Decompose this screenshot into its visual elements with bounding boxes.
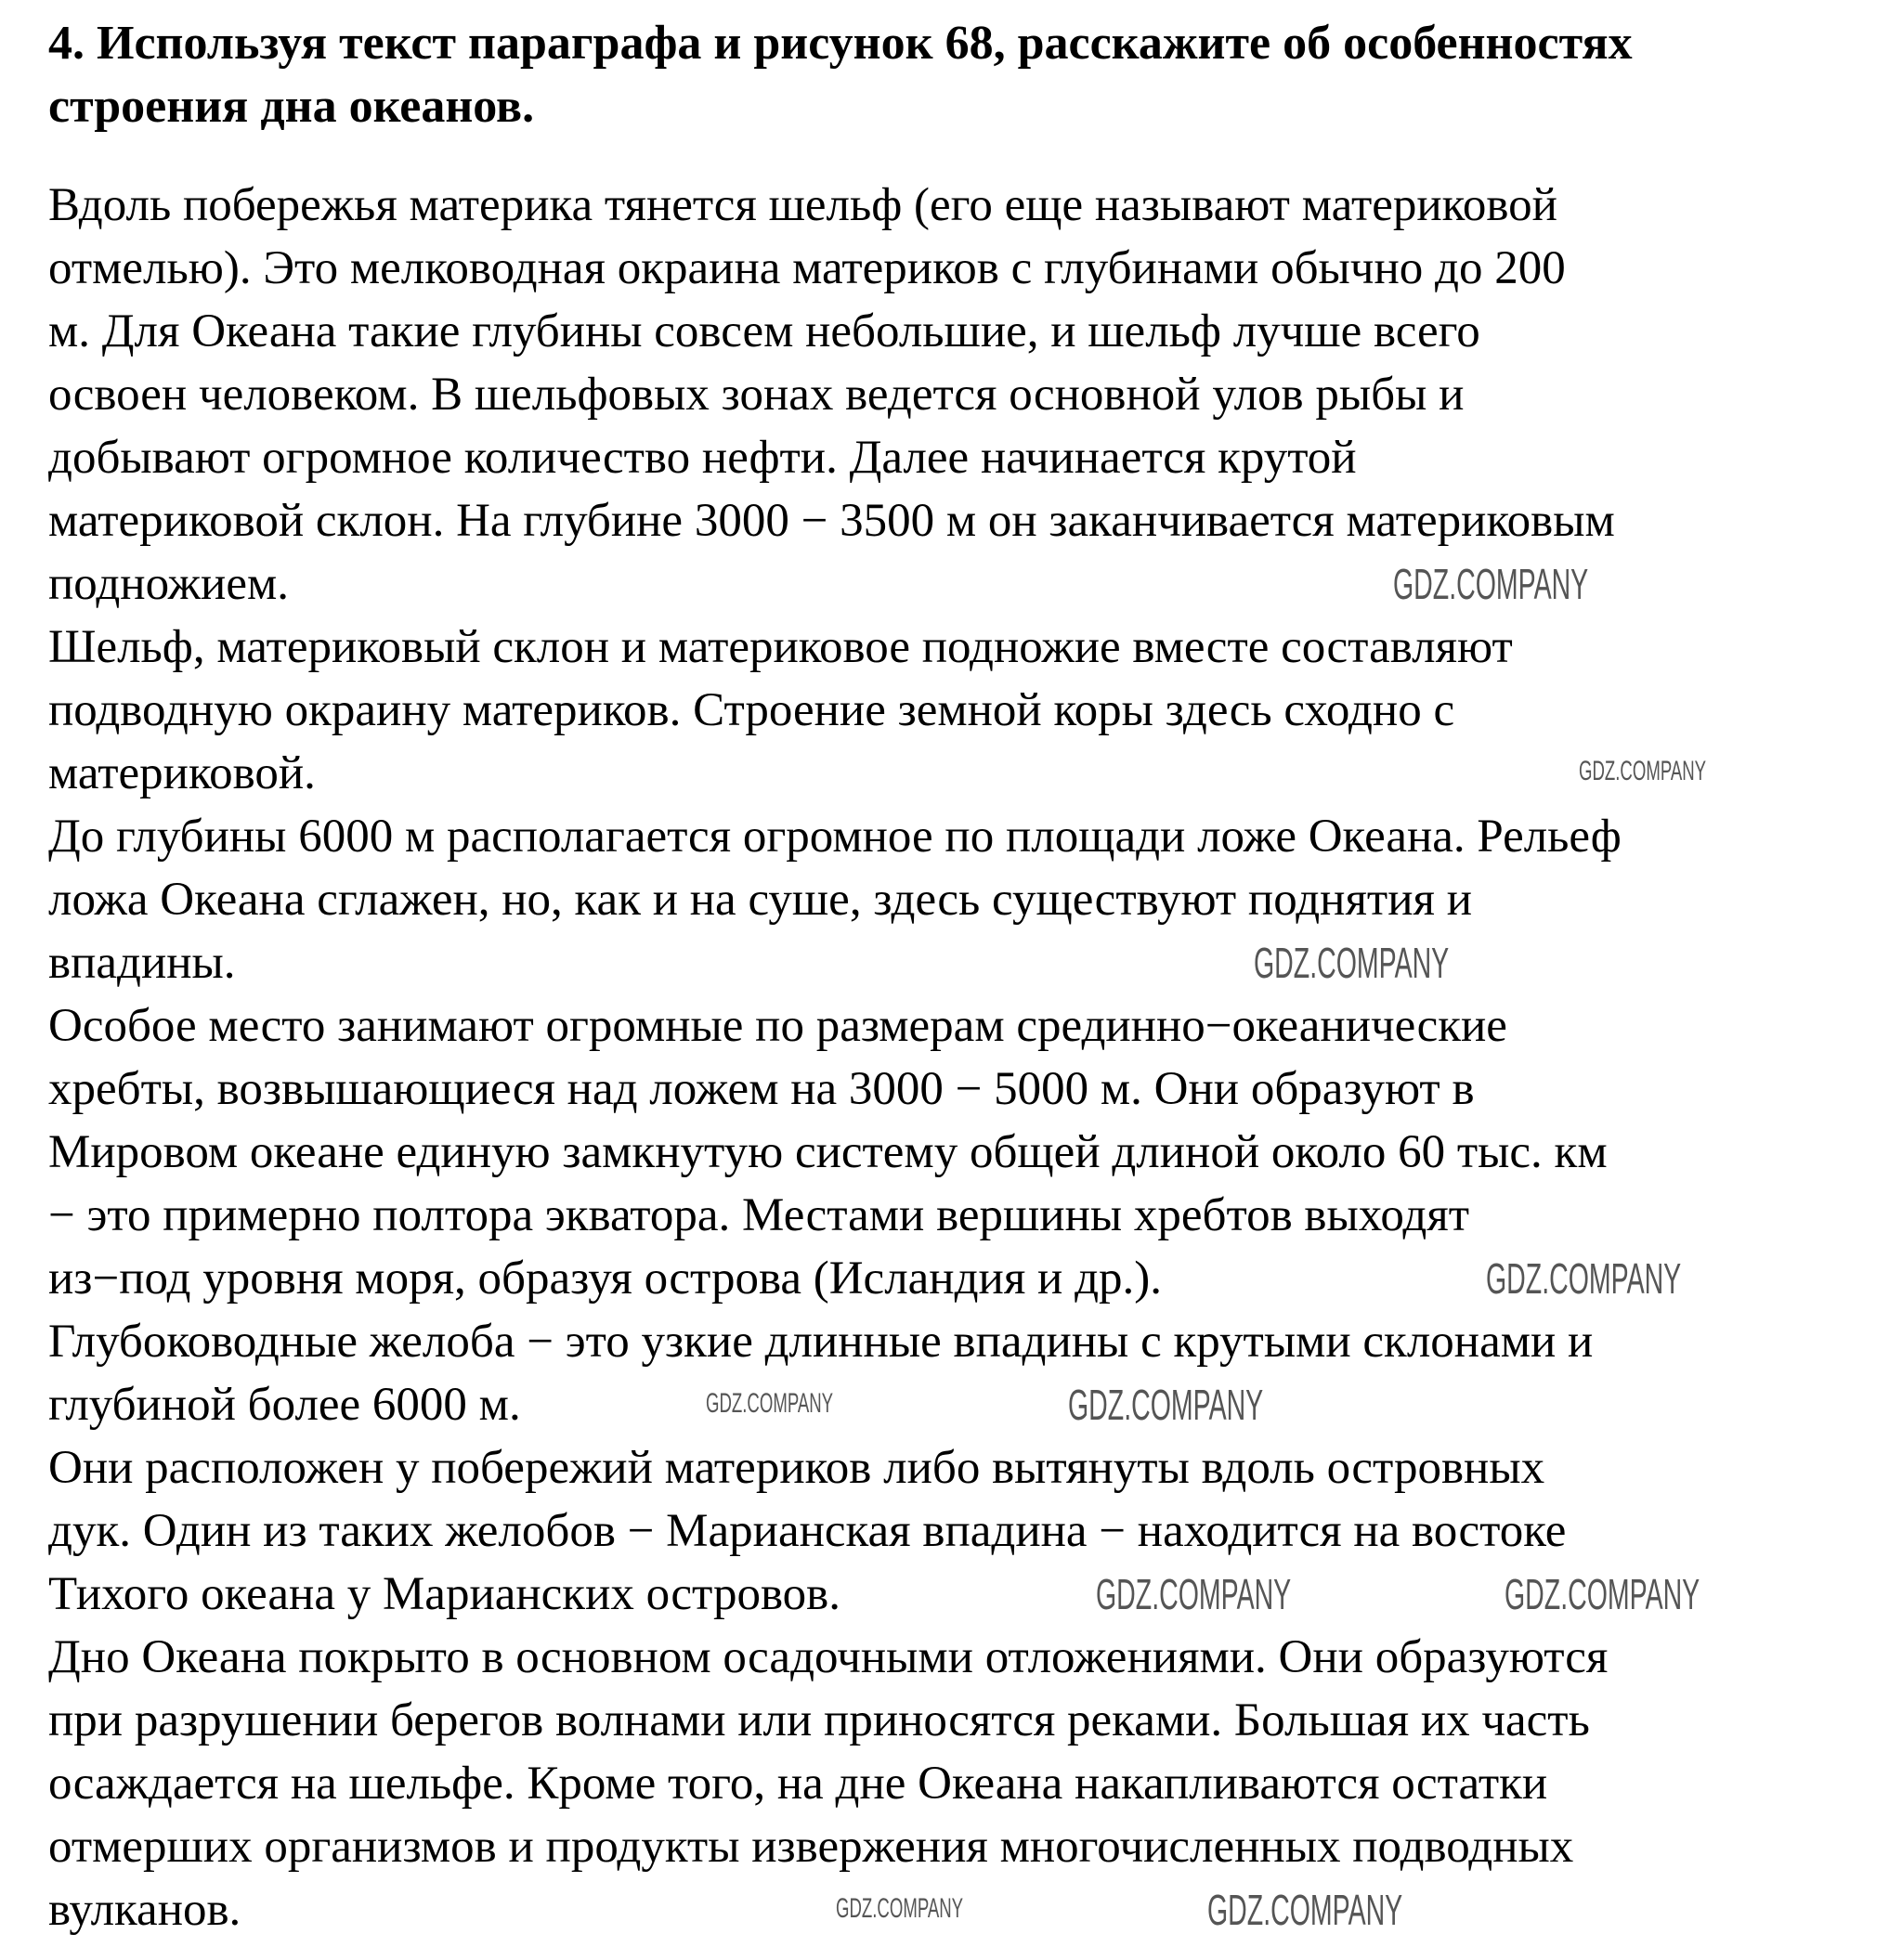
answer-line: подножием. xyxy=(48,558,289,610)
watermark: GDZ.COMPANY xyxy=(836,1893,964,1924)
watermark: GDZ.COMPANY xyxy=(1068,1381,1264,1429)
answer-line: м. Для Океана такие глубины совсем небольшие, и шельф лучше всего xyxy=(48,305,1480,357)
answer-line: Глубоководные желоба − это узкие длинные впадины с крутыми склонами и xyxy=(48,1316,1594,1368)
question-title-line-1: 4. Используя текст параграфа и рисунок 68, расскажите об особенностях xyxy=(48,17,1633,70)
answer-line: глубиной более 6000 м. xyxy=(48,1379,521,1431)
answer-line: подводную окраину материков. Строение земной коры здесь сходно с xyxy=(48,684,1455,736)
answer-line: Особое место занимают огромные по размерам срединно−океанические xyxy=(48,1000,1507,1052)
watermark: GDZ.COMPANY xyxy=(1505,1570,1700,1618)
answer-line: Дно Океана покрыто в основном осадочными отложениями. Они образуются xyxy=(48,1631,1609,1683)
answer-line: До глубины 6000 м располагается огромное по площади ложе Океана. Рельеф xyxy=(48,811,1622,863)
answer-line: хребты, возвышающиеся над ложем на 3000 − 5000 м. Они образуют в xyxy=(48,1063,1475,1115)
answer-line: добывают огромное количество нефти. Далее начинается крутой xyxy=(48,432,1357,484)
answer-line: впадины. xyxy=(48,937,236,989)
answer-line: осаждается на шельфе. Кроме того, на дне Океана накапливаются остатки xyxy=(48,1758,1548,1810)
watermark: GDZ.COMPANY xyxy=(706,1388,834,1419)
answer-line: Они расположен у побережий материков либо вытянуты вдоль островных xyxy=(48,1442,1545,1494)
answer-line: ложа Океана сглажен, но, как и на суше, здесь существуют поднятия и xyxy=(48,874,1473,926)
watermark: GDZ.COMPANY xyxy=(1579,756,1707,786)
answer-line: из−под уровня моря, образуя острова (Исландия и др.). xyxy=(48,1253,1162,1305)
answer-line: материковой склон. На глубине 3000 − 3500 м он заканчивается материковым xyxy=(48,495,1615,547)
answer-line: Тихого океана у Марианских островов. xyxy=(48,1568,841,1620)
answer-line: при разрушении берегов волнами или приносятся реками. Большая их часть xyxy=(48,1694,1590,1746)
answer-line: − это примерно полтора экватора. Местами вершины хребтов выходят xyxy=(48,1189,1470,1241)
watermark: GDZ.COMPANY xyxy=(1254,939,1450,987)
answer-line: вулканов. xyxy=(48,1884,241,1936)
question-title-line-2: строения дна океанов. xyxy=(48,80,535,133)
answer-line: дук. Один из таких желобов − Марианская впадина − находится на востоке xyxy=(48,1505,1567,1557)
watermark: GDZ.COMPANY xyxy=(1207,1886,1403,1934)
answer-line: материковой. xyxy=(48,747,316,799)
answer-line: Шельф, материковый склон и материковое подножие вместе составляют xyxy=(48,621,1513,673)
watermark: GDZ.COMPANY xyxy=(1486,1254,1682,1303)
watermark: GDZ.COMPANY xyxy=(1393,560,1589,608)
watermark: GDZ.COMPANY xyxy=(1096,1570,1292,1618)
answer-line: отмерших организмов и продукты извержения многочисленных подводных xyxy=(48,1821,1574,1873)
answer-line: отмелью). Это мелководная окраина материков с глубинами обычно до 200 xyxy=(48,242,1566,294)
answer-line: освоен человеком. В шельфовых зонах ведется основной улов рыбы и xyxy=(48,369,1465,421)
answer-line: Мировом океане единую замкнутую систему общей длиной около 60 тыс. км xyxy=(48,1126,1608,1178)
answer-line: Вдоль побережья материка тянется шельф (его еще называют материковой xyxy=(48,179,1557,231)
